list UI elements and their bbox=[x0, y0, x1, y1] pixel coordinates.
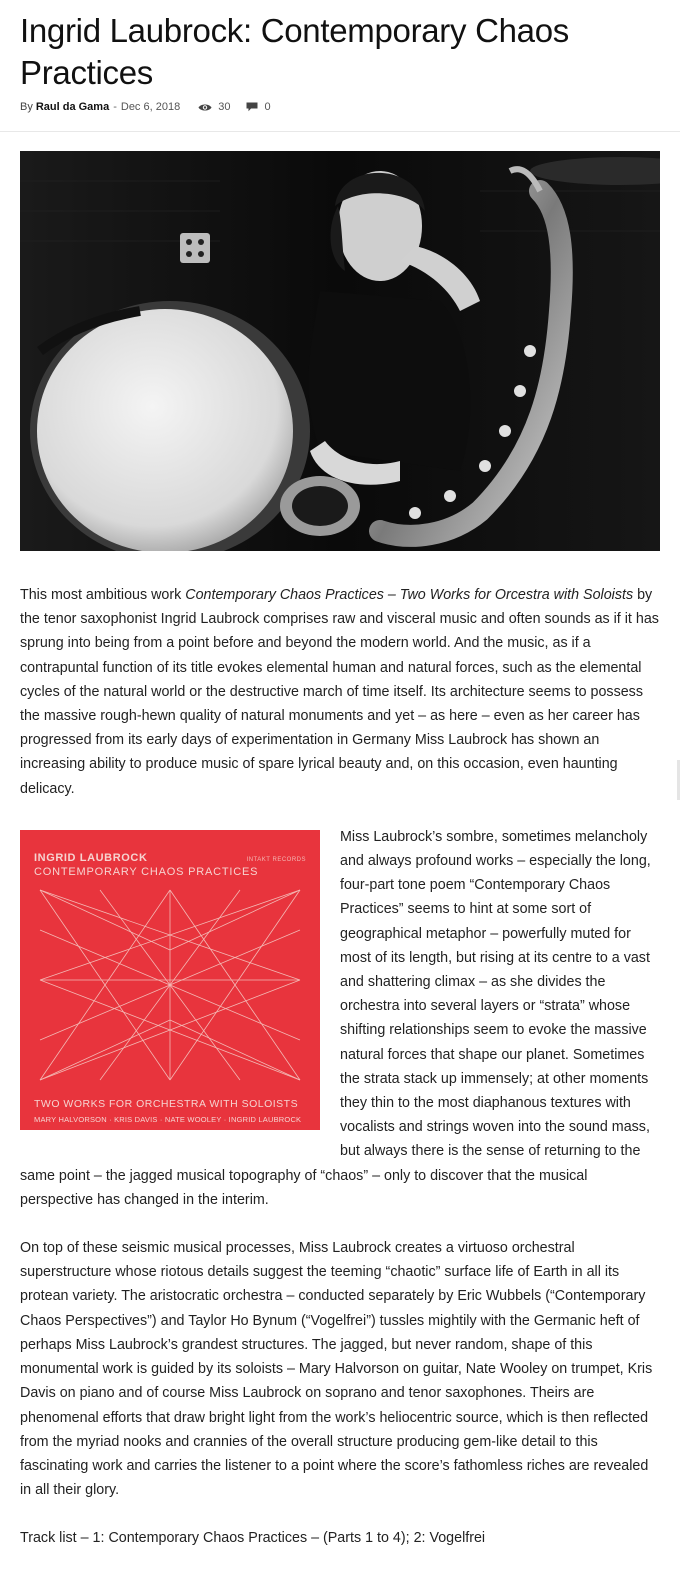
comment-count-value: 0 bbox=[264, 101, 271, 113]
view-count-value: 30 bbox=[218, 101, 231, 113]
album-cover-image bbox=[20, 830, 320, 1130]
featured-image-musician-with-saxophone bbox=[20, 151, 660, 551]
view-count bbox=[198, 101, 230, 113]
paragraph-1-text-a: This most ambitious work bbox=[20, 587, 186, 603]
article-title: Ingrid Laubrock: Contemporary Chaos Practices bbox=[20, 12, 569, 91]
header-divider bbox=[0, 131, 680, 132]
article-meta bbox=[20, 99, 271, 115]
paragraph-3: On top of these seismic musical processes, Miss Laubrock creates a virtuoso orchestral superstructure whose riotous details suggest the teeming “chaotic” surface life of Earth in all its protean variety. The aristocratic orchestra – conducted separately by Eric Wubbels (“Contemporary Chaos Perspectives”) and Taylor Ho Bynum (“Vogelfrei”) tussles mightily with the Germanic heft of perhaps Miss Laubrock’s grandest structures. The jagged, but never random, shape of this monumental work is guided by its soloists – Mary Halvorson on guitar, Nate Wooley on trumpet, Kris Davis on piano and of course Miss Laubrock on soprano and tenor saxophones. Theirs are phenomenal efforts that draw bright light from the work’s heliocentric source, which is then reflected from the myriad nooks and crannies of the overall structure producing gem-like detail to this fascinating work and carries the listener to a point where the score’s fathomless riches are revealed in all their glory. bbox=[20, 1240, 653, 1499]
album-title: CONTEMPORARY CHAOS PRACTICES bbox=[34, 865, 259, 878]
paragraph-1 bbox=[20, 583, 660, 801]
paragraph-1-text-b: by the tenor saxophonist Ingrid Laubrock comprises raw and visceral music and often sounds as if it has sprung into being from a point before and beyond the modern world. And the music, as if a contrapuntal function of its title evokes elemental human and natural forces, such as the elemental cycles of the natural world or the destructive march of time itself. Its architecture seems to possess the massive rough-hewn quality of natural monuments and yet – as here – even as her career has progressed from its early days of experimentation in Germany Miss Laubrock has shown an increasing ability to produce music of spare lyrical beauty and, on this occasion, even haunting delicacy. bbox=[20, 587, 659, 797]
publish-date: Dec 6, 2018 bbox=[120, 101, 181, 113]
author-link[interactable]: Raul da Gama bbox=[35, 101, 110, 113]
album-label: INTAKT RECORDS bbox=[246, 856, 306, 863]
eye-icon bbox=[198, 103, 212, 112]
paragraph-2: Miss Laubrock’s sombre, sometimes melancholy and always profound works – especially the long, four-part tone poem “Contemporary Chaos Practices” seems to hint at some sort of geographical metaphor – powerfully muted for most of its length, but rising at its centre to a vast and shattering climax – as she divides the orchestra into several layers or “strata” whose shifting relationships seem to evoke the massive natural forces that shape our planet. Sometimes the strata stack up immensely; at other moments they thin to the most diaphanous textures with vocalists and strings woven into the sound mass, but always there is the sense of returning to the same point – the jagged musical topography of “chaos” – only to discover that the musical perspective has changed in the interim. bbox=[20, 828, 651, 1208]
album-soloists: MARY HALVORSON · KRIS DAVIS · NATE WOOLEY · INGRID LAUBROCK bbox=[34, 1114, 302, 1124]
comment-count[interactable] bbox=[246, 101, 270, 113]
album-artist: INGRID LAUBROCK bbox=[34, 851, 148, 864]
article-body bbox=[20, 583, 660, 1575]
comment-icon bbox=[246, 102, 258, 112]
album-subtitle: TWO WORKS FOR ORCHESTRA WITH SOLOISTS bbox=[34, 1097, 299, 1110]
album-title-emphasis: Contemporary Chaos Practices – Two Works for Orcestra with Soloists bbox=[185, 587, 634, 603]
track-list: Track list – 1: Contemporary Chaos Practices – (Parts 1 to 4); 2: Vogelfrei bbox=[20, 1530, 486, 1547]
by-label: By bbox=[20, 101, 33, 113]
meta-separator: - bbox=[113, 101, 117, 113]
